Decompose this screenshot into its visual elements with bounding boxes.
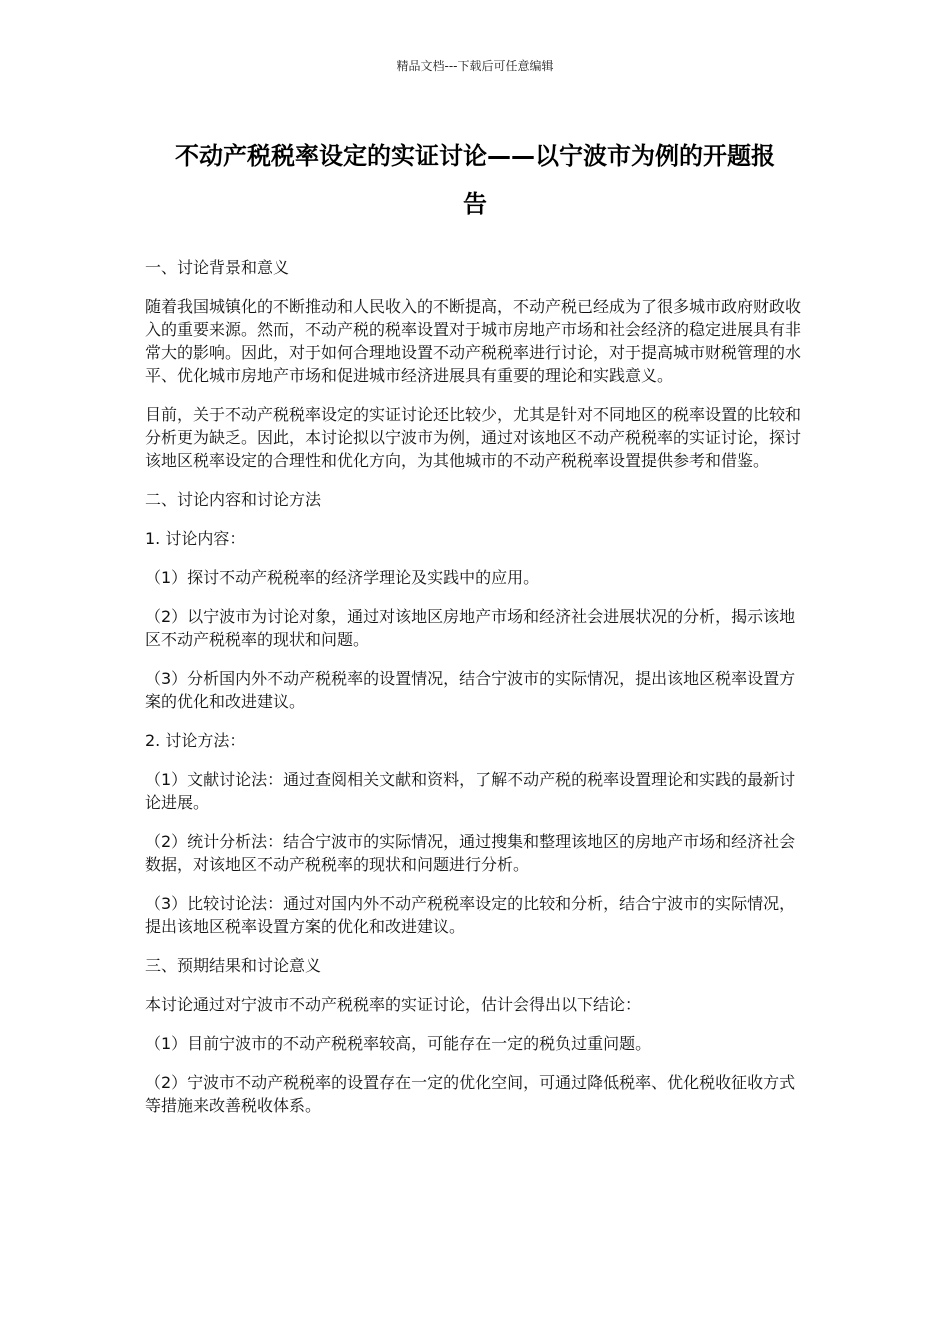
method-item-1: （1）文献讨论法：通过查阅相关文献和资料，了解不动产税的税率设置理论和实践的最新讨论进展。 [145,770,796,812]
document-body [145,256,807,1133]
content-item-1: （1）探讨不动产税税率的经济学理论及实践中的应用。 [145,568,540,587]
header-note: 精品文档---下载后可任意编辑 [396,59,554,73]
content-item-2: （2）以宁波市为讨论对象，通过对该地区房地产市场和经济社会进展状况的分析，揭示该地区不动产税税率的现状和问题。 [145,607,796,649]
result-item-1: （1）目前宁波市的不动产税税率较高，可能存在一定的税负过重问题。 [145,1034,652,1053]
subheading-content: 1. 讨论内容： [145,529,246,548]
method-item-3: （3）比较讨论法：通过对国内外不动产税税率设定的比较和分析，结合宁波市的实际情况，提出该地区税率设置方案的优化和改进建议。 [145,894,796,936]
method-item-2: （2）统计分析法：结合宁波市的实际情况，通过搜集和整理该地区的房地产市场和经济社会数据，对该地区不动产税税率的现状和问题进行分析。 [145,832,796,874]
title-line-2: 告 [463,190,487,218]
section-heading-expected-results: 三、预期结果和讨论意义 [145,956,322,975]
document-title [145,132,805,228]
section-heading-content-method: 二、讨论内容和讨论方法 [145,490,322,509]
result-item-2: （2）宁波市不动产税税率的设置存在一定的优化空间，可通过降低税率、优化税收征收方式等措施来改善税收体系。 [145,1073,796,1115]
paragraph-background-2: 目前，关于不动产税税率设定的实证讨论还比较少，尤其是针对不同地区的税率设置的比较和分析更为缺乏。因此，本讨论拟以宁波市为例，通过对该地区不动产税税率的实证讨论，探讨该地区税率设定的合理性和优化方向，为其他城市的不动产税税率设置提供参考和借鉴。 [145,405,802,470]
content-item-3: （3）分析国内外不动产税税率的设置情况，结合宁波市的实际情况，提出该地区税率设置方案的优化和改进建议。 [145,669,796,711]
paragraph-expected-intro: 本讨论通过对宁波市不动产税税率的实证讨论，估计会得出以下结论： [145,995,642,1014]
subheading-method: 2. 讨论方法： [145,731,246,750]
paragraph-background-1: 随着我国城镇化的不断推动和人民收入的不断提高，不动产税已经成为了很多城市政府财政收入的重要来源。然而，不动产税的税率设置对于城市房地产市场和社会经济的稳定进展具有非常大的影响。因此，对于如何合理地设置不动产税税率进行讨论，对于提高城市财税管理的水平、优化城市房地产市场和促进城市经济进展具有重要的理论和实践意义。 [145,297,802,385]
title-line-1: 不动产税税率设定的实证讨论——以宁波市为例的开题报 [175,142,775,170]
section-heading-background: 一、讨论背景和意义 [145,258,290,277]
